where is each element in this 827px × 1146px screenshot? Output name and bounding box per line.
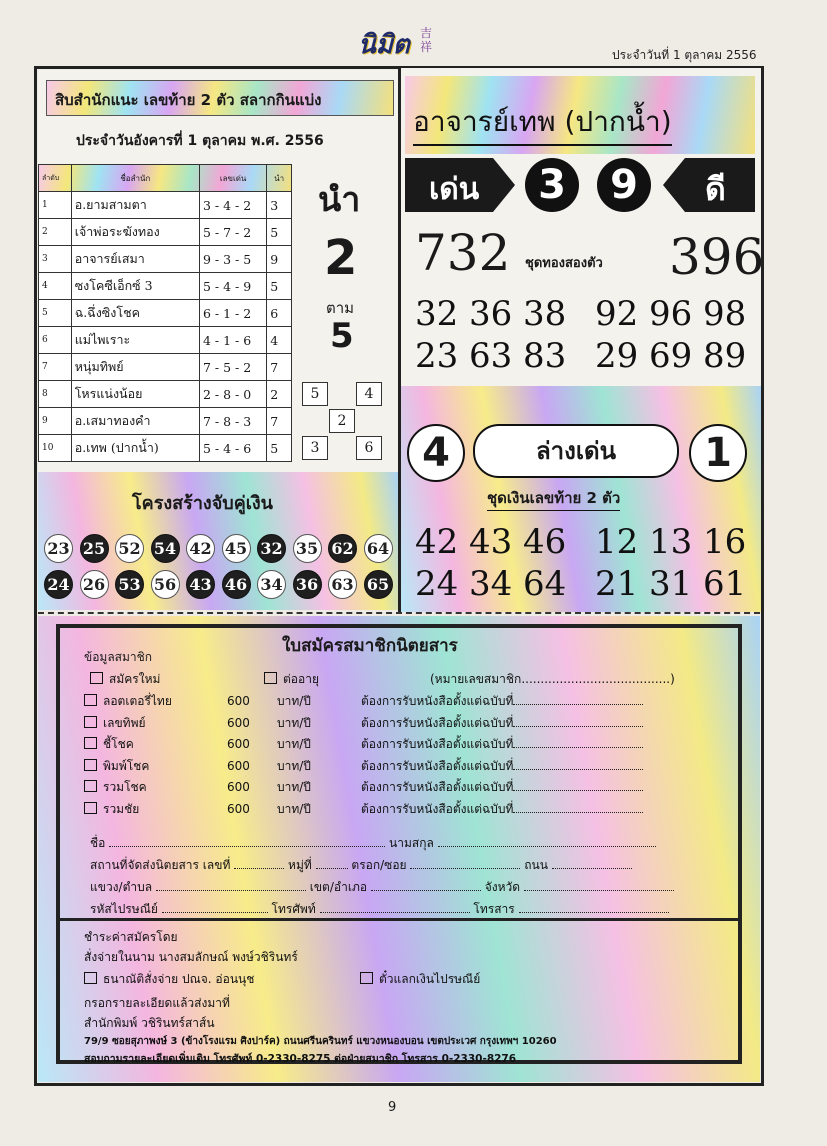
new-member-label: สมัครใหม่ [109, 672, 161, 686]
follow-value: 5 [330, 316, 354, 356]
row-digits: 5 - 4 - 6 [199, 435, 266, 462]
start-issue-field[interactable] [513, 737, 643, 748]
money-number: 31 [649, 564, 693, 604]
magazine-name: รวมชัย [103, 801, 140, 816]
checkbox[interactable] [84, 780, 97, 792]
row-digits: 3 - 4 - 2 [199, 192, 266, 219]
pair-number: 69 [649, 336, 693, 376]
table-row [39, 246, 292, 273]
start-issue-label: ต้องการรับหนังสือตั้งแต่ฉบับที่ [361, 780, 514, 794]
logo-sub: 吉祥 [420, 26, 433, 54]
checkbox[interactable] [90, 672, 103, 684]
money-number: 61 [703, 564, 747, 604]
lead-digit-b: 9 [597, 158, 651, 212]
table-row [39, 354, 292, 381]
tambon-field[interactable] [156, 880, 306, 891]
start-issue-label: ต้องการรับหนังสือตั้งแต่ฉบับที่ [361, 737, 514, 751]
row-name: หนุ่มทิพย์ [71, 354, 199, 381]
magazine-price: 600 [227, 737, 250, 751]
col-header: นำ [267, 165, 292, 192]
form-divider [60, 918, 738, 921]
address-label: สถานที่จัดส่งนิตยสาร เลขที่ [90, 858, 231, 872]
pay-to: สั่งจ่ายในนาม นางสมลักษณ์ พงษ์วชิรินทร์ [84, 950, 298, 964]
renew-option[interactable] [264, 670, 319, 689]
number-ball: 34 [257, 570, 286, 599]
grid-cell-bl: 3 [302, 436, 328, 460]
magazine-unit: บาท/ปี [277, 715, 311, 730]
road-field[interactable] [552, 858, 632, 869]
number-grid [302, 382, 382, 462]
pay-title: ชำระค่าสมัครโดย [84, 930, 178, 944]
ranking-table [38, 164, 292, 462]
row-digits: 2 - 8 - 0 [199, 381, 266, 408]
number-ball: 36 [293, 570, 322, 599]
magazine-name: เลขทิพย์ [103, 715, 146, 730]
money-number: 64 [523, 564, 567, 604]
logo-text: นิมิต [358, 30, 410, 60]
number-ball: 25 [80, 534, 109, 563]
number-ball: 54 [151, 534, 180, 563]
magazine-price: 600 [227, 780, 250, 794]
section-separator [38, 612, 760, 614]
pairs-title: โครงสร้างจับคู่เงิน [132, 493, 273, 514]
name-label: ชื่อ [90, 836, 106, 850]
bottom-lead-pill: ล่างเด่น [473, 424, 679, 478]
row-digits: 7 - 8 - 3 [199, 408, 266, 435]
subscription-row[interactable] [84, 800, 704, 819]
zip-label: รหัสไปรษณีย์ [90, 902, 158, 916]
row-lead: 5 [267, 273, 292, 300]
table-row [39, 300, 292, 327]
good-arrow-right [663, 158, 755, 212]
fax-label: โทรสาร [473, 902, 515, 916]
row-name: อ.ยามสามตา [71, 192, 199, 219]
lead-arrow-left [405, 158, 515, 212]
table-row [39, 327, 292, 354]
row-digits: 5 - 4 - 9 [199, 273, 266, 300]
row-no: 6 [39, 327, 72, 354]
row-no: 2 [39, 219, 72, 246]
table-header-row [39, 165, 292, 192]
money-number: 21 [595, 564, 639, 604]
magazine-price: 600 [227, 715, 250, 730]
pay-bank-label: ธนาณัติสั่งจ่าย ปณจ. อ่อนนุช [103, 972, 255, 986]
three-right: 396 [669, 228, 765, 286]
table-row [39, 273, 292, 300]
member-number-field[interactable]: (หมายเลขสมาชิก.......................................) [430, 672, 675, 686]
money-number: 13 [649, 522, 693, 562]
pair-number: 92 [595, 294, 639, 334]
subscription-row[interactable] [84, 692, 704, 711]
lead-label: นำ [318, 180, 361, 220]
row-name: ฉ.ฉึ่งซิงโชค [71, 300, 199, 327]
name-field[interactable] [109, 836, 385, 847]
magazine-name: รวมโชค [103, 780, 147, 794]
address-row [90, 856, 700, 875]
checkbox[interactable] [84, 694, 97, 706]
row-lead: 6 [267, 300, 292, 327]
pair-number: 38 [523, 294, 567, 334]
row-name: อ.เทพ (ปากน้ำ) [71, 435, 199, 462]
surname-label: นามสกุล [389, 836, 434, 850]
money-number: 43 [469, 522, 513, 562]
start-issue-field[interactable] [513, 759, 643, 770]
fax-field[interactable] [519, 902, 669, 913]
table-row [39, 435, 292, 462]
row-name: แม่ไพเราะ [71, 327, 199, 354]
subscription-row[interactable] [84, 778, 704, 797]
lead-label: เด่น [429, 172, 480, 207]
number-ball: 32 [257, 534, 286, 563]
table-row [39, 381, 292, 408]
zip-field[interactable] [162, 902, 268, 913]
amphoe-label: เขต/อำเภอ [309, 880, 368, 894]
pay-postal-option[interactable] [360, 970, 480, 989]
pairs-balls [38, 472, 398, 610]
row-name: ซงโคซีเอ็กซ์ 3 [71, 273, 199, 300]
row-digits: 7 - 5 - 2 [199, 354, 266, 381]
row-lead: 5 [267, 219, 292, 246]
soi-label: ตรอก/ซอย [351, 858, 407, 872]
checkbox[interactable] [84, 972, 97, 984]
magazine-unit: บาท/ปี [277, 694, 311, 708]
money-number: 16 [703, 522, 747, 562]
number-ball: 43 [186, 570, 215, 599]
row-name: โหรแน่งน้อย [71, 381, 199, 408]
contact-row [90, 900, 700, 919]
number-ball: 56 [151, 570, 180, 599]
subscription-row[interactable] [84, 714, 704, 733]
start-issue-label: ต้องการรับหนังสือตั้งแต่ฉบับที่ [361, 694, 514, 708]
row-name: อ.เสมาทองคำ [71, 408, 199, 435]
row-lead: 3 [267, 192, 292, 219]
publisher-address: 79/9 ซอยสุภาพงษ์ 3 (ข้างโรงแรม ศิงปาร์ค) ถนนศรีนครินทร์ แขวงหนองบอน เขตประเวศ กรุงเทพฯ 10260 [84, 1036, 557, 1047]
money-number: 12 [595, 522, 639, 562]
row-no: 7 [39, 354, 72, 381]
phone-field[interactable] [320, 902, 470, 913]
money-number: 42 [415, 522, 459, 562]
number-ball: 45 [222, 534, 251, 563]
magazine-unit: บาท/ปี [277, 758, 311, 773]
road-label: ถนน [524, 858, 548, 872]
pair-number: 29 [595, 336, 639, 376]
magazine-name: ชี้โชค [103, 737, 134, 751]
phone-label: โทรศัพท์ [271, 902, 316, 916]
bottom-lead-section [401, 386, 761, 612]
row-digits: 5 - 7 - 2 [199, 219, 266, 246]
contact-info: สอบถามรายละเอียดเพิ่มเติม โทรศัพท์ 0-2330-8275 ต่อฝ่ายสมาชิก โทรสาร 0-2330-8276 [84, 1053, 517, 1065]
number-ball: 64 [364, 534, 393, 563]
left-panel [38, 70, 398, 610]
grid-cell-tr: 4 [356, 382, 382, 406]
number-ball: 35 [293, 534, 322, 563]
magazine-price: 600 [227, 801, 250, 816]
row-name: เจ้าพ่อระฆังทอง [71, 219, 199, 246]
row-lead: 5 [267, 435, 292, 462]
money-set-label: ชุดเงินเลขท้าย 2 ตัว [487, 486, 620, 511]
form-title: ใบสมัครสมาชิกนิตยสาร [282, 636, 458, 656]
pair-number: 63 [469, 336, 513, 376]
start-issue-field[interactable] [513, 780, 643, 791]
number-ball: 46 [222, 570, 251, 599]
money-number: 24 [415, 564, 459, 604]
col-header: ชื่อสำนัก [71, 165, 199, 192]
row-lead: 7 [267, 408, 292, 435]
row-no: 8 [39, 381, 72, 408]
magazine-price: 600 [227, 694, 250, 708]
amphoe-field[interactable] [371, 880, 481, 891]
district-row [90, 878, 700, 897]
start-issue-field[interactable] [513, 694, 643, 705]
gold-set-label: ชุดทองสองตัว [525, 256, 603, 271]
row-digits: 4 - 1 - 6 [199, 327, 266, 354]
row-no: 10 [39, 435, 72, 462]
table-row [39, 219, 292, 246]
grid-cell-center: 2 [329, 409, 355, 433]
row-lead: 2 [267, 381, 292, 408]
good-label: ดี [705, 170, 726, 208]
pair-number: 96 [649, 294, 693, 334]
pairs-section [38, 472, 398, 610]
subscription-list [60, 692, 740, 822]
number-ball: 24 [44, 570, 73, 599]
checkbox[interactable] [84, 716, 97, 728]
number-ball: 42 [186, 534, 215, 563]
table-row [39, 192, 292, 219]
magazine-name: ลอตเตอรี่ไทย [103, 694, 172, 708]
tambon-label: แขวง/ตำบล [90, 880, 153, 894]
row-no: 1 [39, 192, 72, 219]
pay-postal-label: ตั๋วแลกเงินไปรษณีย์ [379, 972, 481, 986]
left-date-line: ประจำวันอังคารที่ 1 ตุลาคม พ.ศ. 2556 [76, 133, 324, 149]
row-no: 5 [39, 300, 72, 327]
pair-number: 36 [469, 294, 513, 334]
province-field[interactable] [524, 880, 674, 891]
grid-cell-tl: 5 [302, 382, 328, 406]
grid-cell-br: 6 [356, 436, 382, 460]
col-header: เลขเด่น [199, 165, 266, 192]
follow-label: ตาม [326, 299, 355, 317]
subscription-row[interactable] [84, 757, 704, 776]
number-ball: 23 [44, 534, 73, 563]
row-no: 9 [39, 408, 72, 435]
start-issue-field[interactable] [513, 716, 643, 727]
number-ball: 53 [115, 570, 144, 599]
magazine-unit: บาท/ปี [277, 780, 311, 794]
moo-field[interactable] [316, 858, 348, 869]
number-ball: 52 [115, 534, 144, 563]
table-row [39, 408, 292, 435]
renew-label: ต่ออายุ [283, 672, 319, 686]
bottom-right-digit: 1 [689, 424, 747, 482]
send-to: กรอกรายละเอียดแล้วส่งมาที่ [84, 996, 230, 1010]
row-no: 4 [39, 273, 72, 300]
col-header: ลำดับ [39, 165, 72, 192]
magazine-unit: บาท/ปี [277, 737, 311, 751]
three-left: 732 [415, 224, 511, 282]
subscription-form [56, 624, 742, 1064]
row-no: 3 [39, 246, 72, 273]
new-member-option[interactable] [90, 670, 160, 689]
bottom-left-digit: 4 [407, 424, 465, 482]
checkbox[interactable] [264, 672, 277, 684]
start-issue-label: ต้องการรับหนังสือตั้งแต่ฉบับที่ [361, 801, 514, 816]
pair-number: 32 [415, 294, 459, 334]
magazine-name: พิมพ์โชค [103, 758, 150, 773]
money-number: 46 [523, 522, 567, 562]
publisher: สำนักพิมพ์ วชิรินทร์สาส์น [84, 1016, 215, 1030]
left-title-bar [46, 80, 394, 116]
member-info-label: ข้อมูลสมาชิก [84, 650, 153, 664]
checkbox[interactable] [360, 972, 373, 984]
checkbox[interactable] [84, 737, 97, 749]
name-row [90, 834, 690, 853]
page-number: 9 [388, 1100, 397, 1115]
province-label: จังหวัด [484, 880, 521, 894]
lead-value: 2 [324, 230, 358, 286]
number-ball: 65 [364, 570, 393, 599]
row-lead: 4 [267, 327, 292, 354]
left-title: สิบสำนักแนะ เลขท้าย 2 ตัว สลากกินแบ่ง [55, 91, 322, 109]
pair-number: 23 [415, 336, 459, 376]
logo [358, 24, 448, 62]
start-issue-label: ต้องการรับหนังสือตั้งแต่ฉบับที่ [361, 758, 514, 773]
address-number-field[interactable] [234, 858, 284, 869]
row-digits: 6 - 1 - 2 [199, 300, 266, 327]
start-issue-label: ต้องการรับหนังสือตั้งแต่ฉบับที่ [361, 715, 514, 730]
magazine-unit: บาท/ปี [277, 801, 311, 816]
pair-number: 83 [523, 336, 567, 376]
pair-number: 89 [703, 336, 747, 376]
row-lead: 9 [267, 246, 292, 273]
money-number: 34 [469, 564, 513, 604]
magazine-price: 600 [227, 758, 250, 773]
number-ball: 26 [80, 570, 109, 599]
start-issue-field[interactable] [513, 802, 643, 813]
number-ball: 62 [328, 534, 357, 563]
right-panel [401, 68, 765, 612]
checkbox[interactable] [84, 759, 97, 771]
checkbox[interactable] [84, 802, 97, 814]
row-lead: 7 [267, 354, 292, 381]
pay-bank-option[interactable] [84, 970, 254, 989]
row-name: อาจารย์เสมา [71, 246, 199, 273]
header-date: ประจำวันที่ 1 ตุลาคม 2556 [612, 48, 757, 62]
teacher-title: อาจารย์เทพ (ปากน้ำ) [413, 100, 672, 146]
row-digits: 9 - 3 - 5 [199, 246, 266, 273]
lead-digit-a: 3 [525, 158, 579, 212]
soi-field[interactable] [410, 858, 520, 869]
number-ball: 63 [328, 570, 357, 599]
surname-field[interactable] [438, 836, 656, 847]
pair-number: 98 [703, 294, 747, 334]
teacher-title-bar [405, 76, 755, 154]
moo-label: หมู่ที่ [288, 858, 312, 872]
subscription-row[interactable] [84, 735, 704, 754]
